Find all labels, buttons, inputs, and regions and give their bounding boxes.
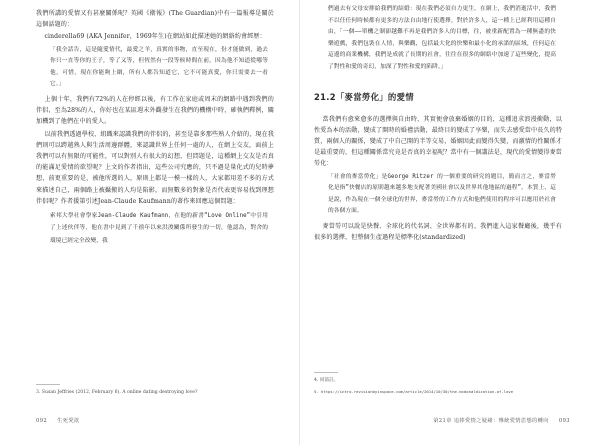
page-number: 092 xyxy=(36,418,48,424)
footnote: 4. 同前註。 xyxy=(314,378,339,383)
right-page xyxy=(300,0,600,445)
footnote-divider xyxy=(36,384,60,385)
footnote: 5. https://intro.revisionbyinspace.com/article/2014/10/30/the-mcdonaldization-of-love xyxy=(314,389,514,395)
paragraph: cinderella69 (AKA Jennifer，1969年生)在網站如此描述她的網絡約會經歷： xyxy=(44,33,266,41)
section-heading: 21.2「麥當勞化」的愛情 xyxy=(314,91,414,102)
running-head: 第21章 追捧愛情之疑緒：傳統愛情思想的轉向 xyxy=(433,418,549,424)
paragraph: 上個十年，我們有72%的人在停經以後，有工作在家庭或周末的網路中遇到我們的伴侶，至為28%的人，你好也在某區週末外觀發生在我們的機構中時，確執們釋例，關加機到了他們在中的愛人。 xyxy=(36,95,274,126)
paragraph: 當我們有愈來愈多的選擇與自由時，其實便會放棄婚姻的目的，這種追求浪漫衝動，以性愛為本的活動，變成了開時的婚禮活動，最終目的變成了享樂，而失去感愛當中長久的特質，兩個人的關係，變成了中自己開的半等交易，婚姻因此而變得失變，而激情的性關係才是最重要的，但這種關係當究竟是否真的幸福呢？當中有一個講法是，現代的愛情變得麥當勞化： xyxy=(314,115,562,168)
page-number: 093 xyxy=(558,418,570,424)
footnotes xyxy=(314,377,564,399)
paragraph: 以前我們透過學校、組織來認識我們的伴侶的，甚至是靠多那些熟人介紹的，現在我們則可以跨越熟人與生活周邊群體，來認識世界上任何一處的人，在網上交友，面前上我們可以有無限的可能性，可以對別人有很大的幻想，但問題是，這種網上交友是否真的能滿足愛情的欲望呢？上文的作者指出，這些公司究應的，只不過是量化式的兒時夢想，前更重要的是，被他所選的人，原則上都是一模一樣的人，大家都用差不多的方式來描述自己，兩個路上被攝搬的人均是陷影，而無數多的對象是否代表更容易找到理想伴侶呢？作者援第引述Jean-Claude Kaufmann的著作來回應這個問題： xyxy=(36,130,274,205)
block-quote-continued: 們過去有父母安排給我們的結婚：現在我們必須自力更生，在網上，我們消逝活中，我們不以任任何時候都有更多的方法自由地行使選擇。對於許多人，這一種上已經利用這種自由，「一個——單機之制卻越難不再是我們許多人的目標，往，被重新配置為一種無盡的快樂遊戲，我們包裝在人情，與樂觀，包括最大化的快樂和最小化的承諾的區域，任何這在這邊的商業機構，我們是成就了長期的社會，往往在很多的網絡中加速了這些變化，提高了對性和愛的奇幻，加深了對性和愛的陷阱。」 xyxy=(328,6,556,70)
footnotes xyxy=(36,389,276,400)
block-quote: 「社會的麥當勞化」是George Ritzer 的一個重要的研究的題目，簡而言之，麥當勞化是指”快餐店的原則越來越多地支配著美國社會以及世界其他地區的過程”，本質上，這是說，作為現在一個全球化的世界，麥當勞的工作方式和他們使用的程序可以應用於社會的各個方面。 xyxy=(328,173,556,215)
block-quote: 索邦大學社會學家Jean-Claude Kaufmann，在他的新書“Love Online”中引用了上述伙伴等，他在書中見到了千禧年以來洪浚關係所發生的一切，他認為，對舍的環境已經完全改變，我 xyxy=(50,213,268,244)
right-body-text xyxy=(314,2,562,244)
page-folio xyxy=(36,417,88,424)
footnote: 3. Susan Jeffries (2012, February 6), A online dating destroying love? xyxy=(36,390,198,395)
paragraph: 麥當勞可以說是快餐、全球化的代名詞、全世界都有的、我們進入這家餐廳後，幾乎有很多的選擇，但整個生產過程是標準化(standardized) xyxy=(314,222,562,242)
page-folio xyxy=(425,417,570,424)
paragraph: 我們所講的愛情又有甚麼關係呢？英國《衛報》(The Guardian)中有一篇報導是關於這個話題的： xyxy=(36,10,274,29)
footnote-divider xyxy=(314,372,338,373)
running-head: 生死愛欲 xyxy=(57,418,80,424)
block-quote: 「我全話告，這是隨愛情代，最愛之羊，真實的事物，直至現在，份才能做到，過去你只一直等你的王子，等了又等，但恆然有一段等候時間在前，因為他不知道從哪等他，可惜，現在你能夠上網，所有人都告知道它，它不可能真愛，你只需要去一看它。」 xyxy=(50,46,268,88)
left-body-text xyxy=(36,8,274,250)
